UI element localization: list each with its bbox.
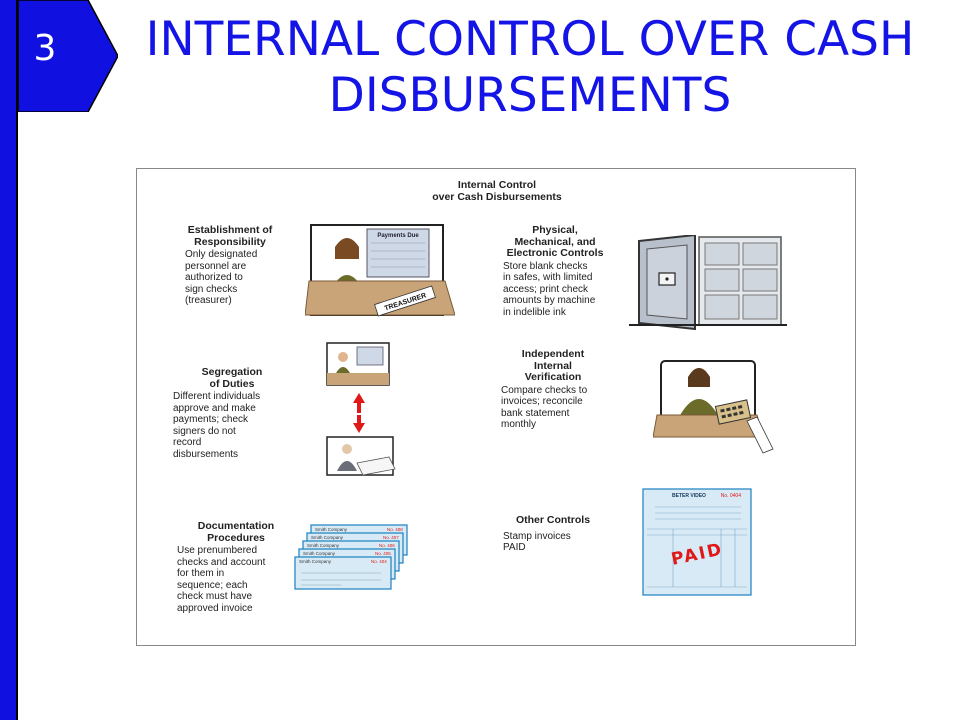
figure-title-line-1: Internal Control [457,179,537,191]
control-establishment-of-responsibility [165,225,295,307]
calendar-label: Payments Due [377,233,419,239]
check-number: No. 406 [379,543,395,548]
prenumbered-checks-illustration [291,523,411,593]
control-description: Only designated personnel are authorized to sign checks (treasurer) [185,249,258,306]
check-number: No. 404 [371,559,387,564]
treasurer-nameplate: TREASURER [383,292,428,313]
verification-illustration [653,355,775,455]
figure-title-line-2: over Cash Disbursements [432,191,562,203]
check-number: No. 405 [375,551,391,556]
check-number: No. 407 [383,535,399,540]
control-description: Different individuals approve and make payments; check signers do not record disbursements [173,391,261,460]
control-physical-mechanical-electronic [489,225,621,318]
slide-title-line-1: INTERNAL CONTROL OVER CASH [145,12,915,67]
paid-invoice-illustration [641,487,753,597]
control-heading: Segregation of Duties [201,366,263,390]
check-company: Smith Company [303,551,336,556]
safe-illustration [629,235,787,331]
control-segregation-of-duties [167,367,297,460]
control-other-controls [493,515,613,554]
check-company: Smith Company [315,527,348,532]
check-number: No. 408 [387,527,403,532]
check-company: Smith Company [307,543,340,548]
figure-title [397,179,597,203]
slide-title [120,12,940,124]
control-description: Store blank checks in safes, with limited access; print check amounts by machine in indelible ink [503,260,596,318]
slide-title-line-2: DISBURSEMENTS [328,68,732,123]
treasurer-desk-illustration [305,223,455,319]
check-company: Smith Company [311,535,344,540]
control-documentation-procedures [171,521,301,614]
control-heading: Establishment of Responsibility [187,224,273,248]
segregation-illustration [323,341,403,477]
control-description: Stamp invoices PAID [503,530,571,553]
left-accent-bar [0,0,18,720]
control-heading: Documentation Procedures [197,520,275,544]
control-independent-internal-verification [493,349,613,431]
control-description: Compare checks to invoices; reconcile bank statement monthly [501,384,588,430]
paid-stamp: PAID [669,539,726,570]
control-heading: Physical, Mechanical, and Electronic Controls [506,224,604,259]
check-company: Smith Company [299,559,332,564]
slide-number: 3 [33,28,57,69]
invoice-number: No. 0404 [720,493,741,499]
internal-control-figure [136,168,856,646]
control-heading: Other Controls [515,514,591,526]
control-description: Use prenumbered checks and account for them in sequence; each check must have approved invoice [177,545,266,614]
control-heading: Independent Internal Verification [521,348,585,383]
invoice-company: BETER VIDEO [672,493,706,499]
